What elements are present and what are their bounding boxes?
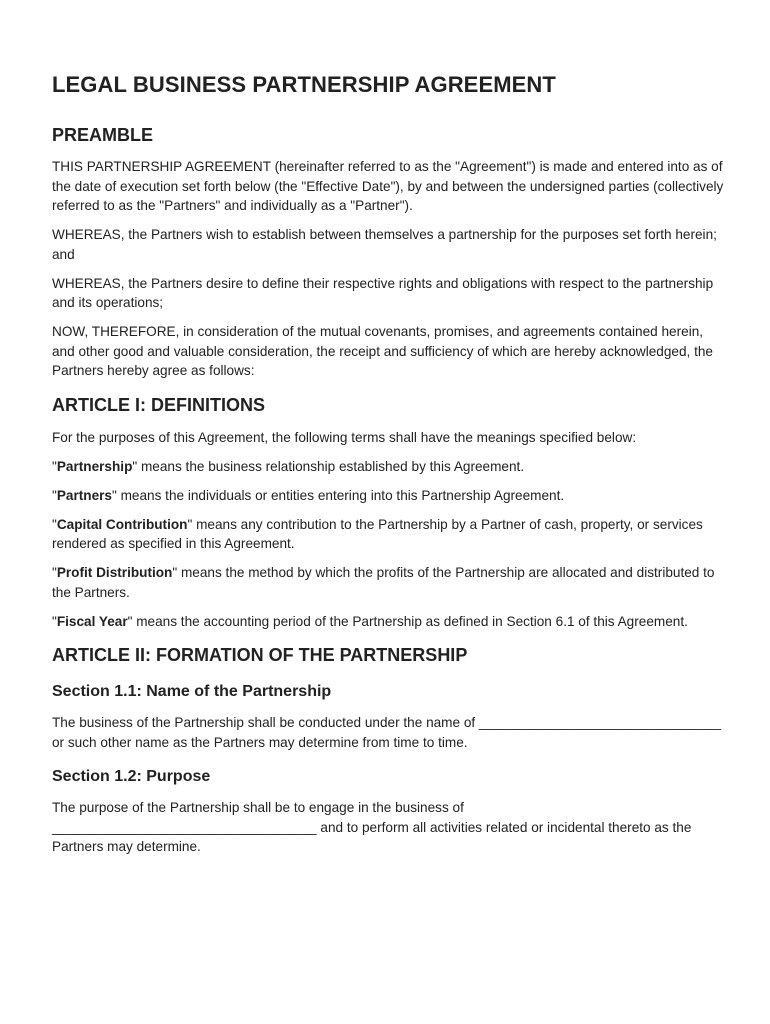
definition-term: Profit Distribution [56, 565, 173, 580]
open-quote: " [52, 565, 57, 580]
definition-term: Partners [56, 487, 112, 503]
preamble-paragraph-4: NOW, THEREFORE, in consideration of the mutual covenants, promises, and agreements contained herein, and other good and valuable consideration, the receipt and sufficiency of which are hereby acknowledged, the Partners hereby agree as follows: [52, 324, 713, 378]
definition-text: " means the individuals or entities entering into this Partnership Agreement. [112, 487, 565, 503]
preamble-paragraph-2: WHEREAS, the Partners wish to establish between themselves a partnership for the purposes set forth herein; and [52, 227, 717, 262]
article-2-heading: ARTICLE II: FORMATION OF THE PARTNERSHIP [52, 645, 468, 665]
open-quote: " [52, 516, 57, 532]
article-1-intro: For the purposes of this Agreement, the following terms shall have the meanings specified below: [52, 429, 637, 445]
definition-profit-distribution [52, 563, 727, 602]
section-1-2-heading: Section 1.2: Purpose [52, 768, 211, 785]
partnership-name-blank[interactable]: ________________________________ [478, 715, 721, 730]
definition-text: " means the method by which the profits of the Partnership are allocated and distributed to the Partners. [52, 565, 715, 600]
section-1-2-text [52, 798, 727, 857]
business-purpose-blank[interactable]: ___________________________________ [52, 819, 317, 835]
definition-text: " means the accounting period of the Partnership as defined in Section 6.1 of this Agreement. [127, 613, 688, 629]
section-text-after: and to perform all activities related or incidental thereto as the Partners may determine. [52, 819, 692, 854]
open-quote: " [52, 458, 57, 474]
definition-term: Fiscal Year [56, 613, 128, 629]
section-text-before: The business of the Partnership shall be conducted under the name of [52, 715, 479, 730]
section-1-1-heading: Section 1.1: Name of the Partnership [52, 683, 332, 700]
definition-capital-contribution [52, 515, 727, 554]
definition-partners [52, 486, 727, 506]
definition-text: " means the business relationship established by this Agreement. [132, 458, 525, 474]
open-quote: " [52, 487, 57, 503]
document-title: LEGAL BUSINESS PARTNERSHIP AGREEMENT [52, 72, 556, 97]
preamble-paragraph-1: THIS PARTNERSHIP AGREEMENT (hereinafter referred to as the "Agreement") is made and entered into as of the date of execution set forth below (the "Effective Date"), by and between the undersigned parties (collectively referred to as the "Partners" and individually as a "Partner"). [52, 159, 724, 213]
document-page [52, 71, 727, 866]
preamble-paragraph-3: WHEREAS, the Partners desire to define their respective rights and obligations with respect to the partnership and its operations; [52, 275, 714, 310]
definition-fiscal-year [52, 612, 727, 632]
definition-text: " means any contribution to the Partnership by a Partner of cash, property, or services rendered as specified in this Agreement. [52, 516, 703, 551]
definition-partnership [52, 457, 727, 477]
open-quote: " [52, 613, 57, 629]
preamble-heading: PREAMBLE [52, 125, 154, 145]
article-1-heading: ARTICLE I: DEFINITIONS [52, 394, 265, 415]
section-text-after: or such other name as the Partners may determine from time to time. [52, 734, 468, 750]
definition-term: Partnership [56, 458, 133, 474]
section-1-1-text [52, 713, 727, 752]
definition-term: Capital Contribution [56, 516, 188, 532]
section-text-before: The purpose of the Partnership shall be to engage in the business of [52, 800, 464, 815]
